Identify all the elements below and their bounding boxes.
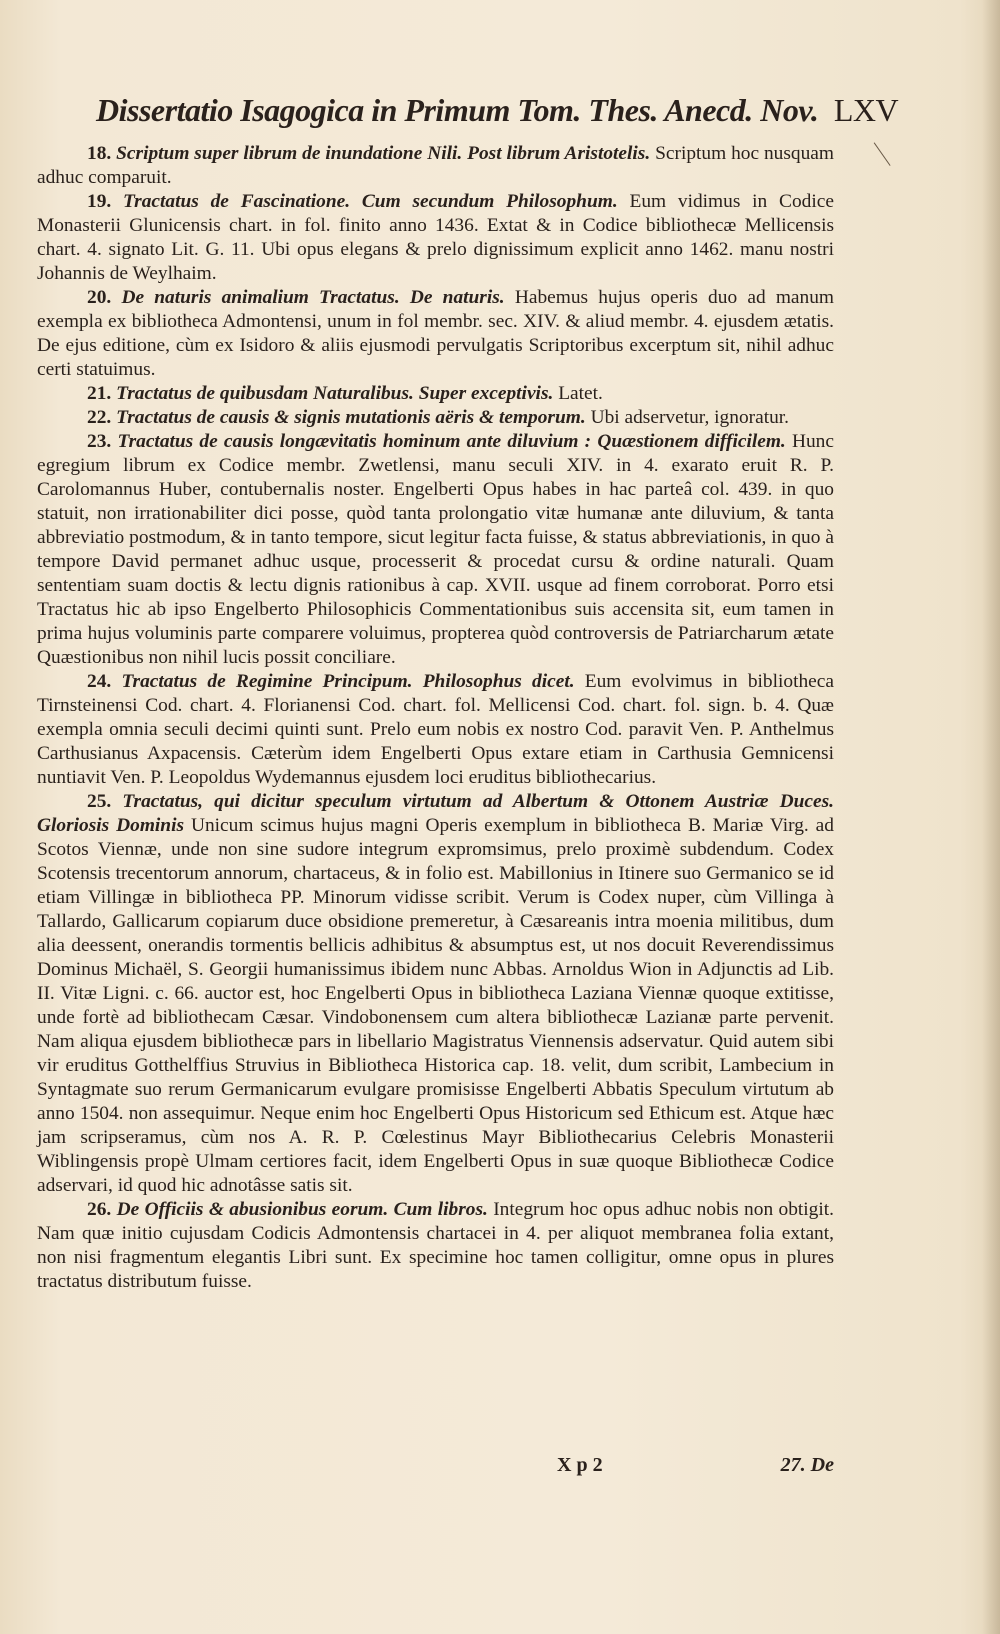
page-number: LXV [833, 92, 899, 128]
entry-title: Tractatus, qui dicitur speculum virtutum ad Albertum & Ottonem Austriæ Duces. Gloriosis Dominis [37, 791, 834, 836]
entry-text: Integrum hoc opus adhuc nobis non obtigit. Nam quæ initio cujusdam Codicis Admontensis chartacei in 4. per aliquot membranea folia extant, non nisi fragmentum elegantis Libri sunt. Ex specimine hoc tamen colligitur, omne opus in plures tractatus distributum fuisse. [37, 1199, 834, 1292]
entry-number: 20. [87, 287, 112, 308]
entry-title: Tractatus de causis longævitatis hominum ante diluvium : Quæstionem difficilem. [117, 431, 786, 452]
entry-title: De naturis animalium Tractatus. De naturis. [121, 287, 505, 308]
entry-21 [37, 382, 834, 406]
entry-19 [37, 190, 834, 286]
entry-20 [37, 286, 834, 382]
entry-text: Habemus hujus operis duo ad manum exempla ex bibliotheca Admontensi, unum in fol membr. sec. XIV. & aliud membr. 4. ejusdem ætatis. De ejus editione, cùm ex Isidoro & aliis ejusmodi pervulgatis Scriptoribus excerptum sit, nihil adhuc certi statuimus. [37, 287, 834, 380]
entry-text: Eum vidimus in Codice Monasterii Glunicensis chart. in fol. finito anno 1436. Extat & in Codice bibliothecæ Mellicensis chart. 4. signato Lit. G. 11. Ubi opus elegans & prelo dignissimum explicit anno 1462. manu nostri Johannis de Weylhaim. [37, 191, 834, 284]
entry-number: 22. [87, 407, 112, 428]
entry-23 [37, 430, 834, 670]
entry-text: Latet. [558, 383, 603, 404]
entry-text: Unicum scimus hujus magni Operis exemplum in bibliotheca B. Mariæ Virg. ad Scotos Viennæ, unde non sine sudore integrum expromsimus, prelo proximè subdendum. Codex Scotensis trecentorum annorum, chartaceus, & in folio est. Mabillonius in Itinere suo Germanico se id etiam Villingæ in bibliotheca PP. Minorum vidisse scribit. Verum is Codex nuper, cùm Villinga à Tallardo, Gallicarum copiarum duce obsidione premeretur, à Cæsareanis intra moenia militibus, dum alia deessent, onerandis tormentis bellicis adhibitus & absumptus est, ut nos docuit Reverendissimus Dominus Michaël, S. Georgii humanissimus ibidem nunc Abbas. Arnoldus Wion in Adjunctis ad Lib. II. Vitæ Ligni. c. 66. auctor est, hoc Engelberti Opus in bibliotheca Laziana Viennæ quoque extitisse, unde fortè ad bibliothecam Cæsar. Vindobonensem cum altera bibliothecæ Lazianæ parte pervenit. Nam aliqua ejusdem bibliothecæ pars in libellario Magistratus Viennensis adservatur. Quid autem sibi vir eruditus Gotthelffius Struvius in Bibliotheca Historica cap. 18. velit, dum scribit, Lambecium in Syntagmate suo rerum Germanicarum evulgare promisisse Engelberti Abbatis Speculum virtutum ab anno 1504. non assequimur. Neque enim hoc Engelberti Opus Historicum sed Ethicum est. Atque hæc jam scripseramus, cùm nos A. R. P. Cœlestinus Mayr Bibliothecarius Celebris Monasterii Wiblingensis propè Ulmam certiores facit, idem Engelberti Opus in suæ quoque Bibliothecæ Codice adservari, id quod hic adnotâsse satis sit. [37, 815, 834, 1196]
entry-number: 25. [87, 791, 112, 812]
entry-number: 24. [87, 671, 112, 692]
entry-24 [37, 670, 834, 790]
entry-number: 21. [87, 383, 112, 404]
margin-mark [874, 132, 906, 166]
entry-text: Eum evolvimus in bibliotheca Tirnsteinensi Cod. chart. 4. Florianensi Cod. chart. fol. Mellicensi Cod. chart. fol. sign. b. 4. Quæ exempla omnia seculi decimi quinti sunt. Prelo eum nobis ex nostro Cod. paravit Ven. P. Anthelmus Carthusianus Axpacensis. Cæterùm idem Engelberti Opus extare etiam in Carthusia Gemnicensi nuntiavit Ven. P. Leopoldus Wydemannus ejusdem loci eruditus bibliothecarius. [37, 671, 834, 788]
entry-title: Scriptum super librum de inundatione Nili. Post librum Aristotelis. [116, 143, 651, 164]
entry-26 [37, 1198, 834, 1294]
entry-25 [37, 790, 834, 1198]
entry-22 [37, 406, 834, 430]
entry-title: Tractatus de causis & signis mutationis aëris & temporum. [116, 407, 586, 428]
entry-number: 18. [87, 143, 112, 164]
page-edge-shadow [982, 0, 1000, 1634]
entry-text: Scriptum hoc nusquam adhuc comparuit. [37, 143, 834, 188]
entry-title: De Officiis & abusionibus eorum. Cum libros. [116, 1199, 488, 1220]
entry-18 [37, 142, 834, 190]
catchword: 27. De [780, 1454, 834, 1476]
entry-text: Ubi adservetur, ignoratur. [590, 407, 790, 428]
header-title: Dissertatio Isagogica in Primum Tom. Thes. Anecd. Nov. [96, 92, 819, 128]
entry-number: 26. [87, 1199, 112, 1220]
signature-mark: X p 2 [557, 1454, 603, 1476]
entry-title: Tractatus de quibusdam Naturalibus. Super exceptivis. [116, 383, 554, 404]
running-header [96, 92, 899, 129]
entry-number: 23. [87, 431, 112, 452]
page-footer [37, 1454, 834, 1484]
entry-text: Hunc egregium librum ex Codice membr. Zwetlensi, manu seculi XIV. in 4. exarato eruit R. P. Carolomannus Huber, contubernalis noster. Engelberti Opus habes in hac parteâ col. 439. in quo statuit, non irrationabiliter dici posse, quòd tanta prolongatio vitæ humanæ ante diluvium, & tanta abbreviatio postmodum, & in tanto tempore, sicut legitur facta fuisse, & status abbreviationis, in quo à tempore David permanet adhuc usque, processerit & procedat cursu & ordine naturali. Quam sententiam suam doctis & lectu dignis rationibus à cap. XVII. usque ad finem corroborat. Porro etsi Tractatus hic ab ipso Engelberto Philosophicis Commentationibus suis accensita sit, eum tamen in prima hujus voluminis parte comparere voluimus, propterea quòd controversis de Patriarcharum ætate Quæstionibus non nihil lucis possit conciliare. [37, 431, 834, 668]
entry-title: Tractatus de Fascinatione. Cum secundum Philosophum. [123, 191, 618, 212]
entry-title: Tractatus de Regimine Principum. Philosophus dicet. [121, 671, 575, 692]
entry-number: 19. [87, 191, 112, 212]
main-text [37, 142, 834, 1294]
